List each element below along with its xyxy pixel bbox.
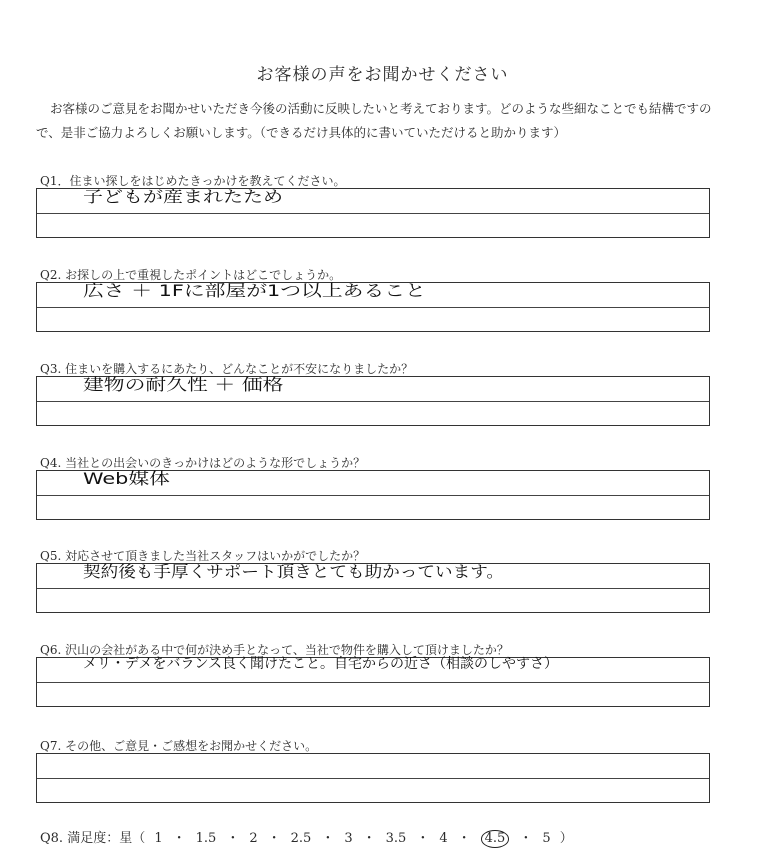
q8-option-2-5[interactable]: 2.5 [290, 831, 312, 846]
intro-text: お客様のご意見をお聞かせいただき今後の活動に反映したいと考えております。どのような些細なことでも結構ですので、是非ご協力よろしくお願いします。（できるだけ具体的に書いていただけると助かります） [36, 101, 712, 140]
q8-satisfaction [40, 827, 573, 848]
q7-label: Q7. その他、ご意見・ご感想をお聞かせください。 [40, 739, 318, 753]
q3-answer: 建物の耐久性 ＋ 価格 [83, 375, 284, 394]
q8-separator: ・ [321, 831, 335, 846]
q8-separator: ・ [519, 831, 533, 846]
q4-answer: Web媒体 [83, 469, 170, 488]
q5-label: Q5. 対応させて頂きました当社スタッフはいかがでしたか？ [40, 549, 366, 563]
q8-separator: ・ [226, 831, 240, 846]
q6-answer: メリ・デメをバランス良く聞けたこと。自宅からの近さ（相談のしやすさ） [83, 656, 559, 672]
q1-label: Q1．住まい探しをはじめたきっかけを教えてください。 [40, 174, 346, 188]
q8-separator: ・ [267, 831, 281, 846]
q6-answer-box[interactable] [36, 657, 710, 707]
q5-answer: 契約後も手厚くサポート頂きとても助かっています。 [83, 562, 505, 581]
q8-close: ） [559, 831, 573, 846]
q2-answer: 広さ ＋ 1Fに部屋が1つ以上あること [83, 281, 426, 300]
q6-label: Q6. 沢山の会社がある中で何が決め手となって、当社で物件を購入して頂けましたか？ [40, 643, 509, 657]
q4-answer-box[interactable] [36, 470, 710, 520]
q8-separator: ・ [362, 831, 376, 846]
q8-option-3-5[interactable]: 3.5 [385, 831, 407, 846]
q4-label: Q4. 当社との出会いのきっかけはどのような形でしょうか？ [40, 456, 366, 470]
q7-answer-box[interactable] [36, 753, 710, 803]
q1-answer: 子どもが産まれたため [83, 187, 284, 206]
q8-option-4-5[interactable]: 4.5 [481, 830, 510, 848]
page-title: お客様の声をお聞かせください [256, 65, 509, 85]
q3-label: Q3. 住まいを購入するにあたり、どんなことが不安になりましたか？ [40, 362, 414, 376]
q3-answer-box[interactable] [36, 376, 710, 426]
q8-option-3[interactable]: 3 [344, 831, 353, 846]
q8-separator: ・ [416, 831, 430, 846]
q8-label: Q8. 満足度：星（ [40, 831, 146, 846]
q8-option-5[interactable]: 5 [542, 831, 551, 846]
q2-label: Q2. お探しの上で重視したポイントはどこでしょうか。 [40, 268, 342, 282]
q8-option-1[interactable]: 1 [154, 831, 163, 846]
q2-answer-box[interactable] [36, 282, 710, 332]
q8-option-2[interactable]: 2 [249, 831, 258, 846]
q8-option-4[interactable]: 4 [439, 831, 448, 846]
q8-rating-options [149, 831, 555, 846]
q8-separator: ・ [457, 831, 471, 846]
q8-option-1-5[interactable]: 1.5 [195, 831, 217, 846]
q5-answer-box[interactable] [36, 563, 710, 613]
q1-answer-box[interactable] [36, 188, 710, 238]
q8-separator: ・ [172, 831, 186, 846]
